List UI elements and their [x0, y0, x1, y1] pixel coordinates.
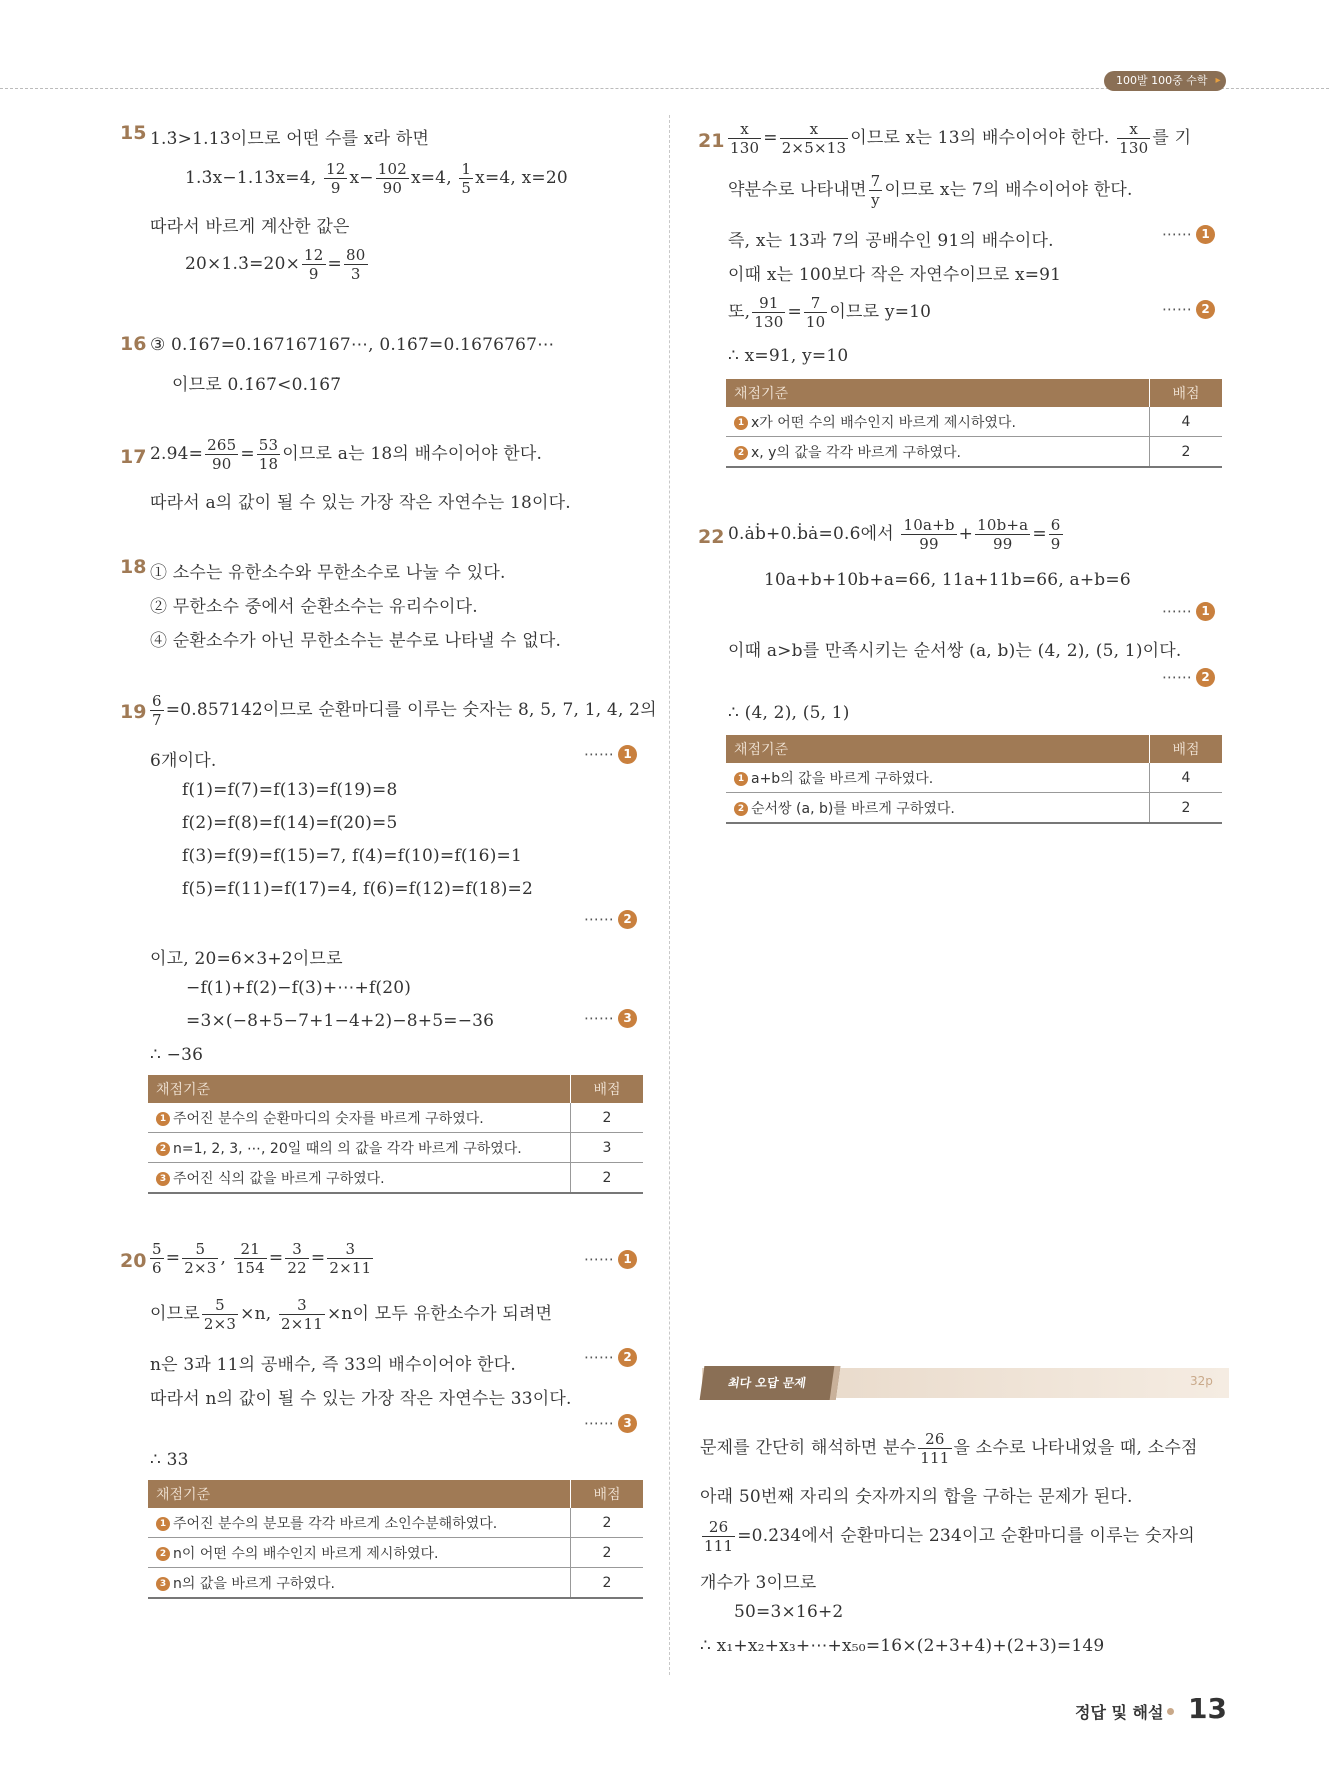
error-line-4: 개수가 3이므로	[700, 1573, 817, 1593]
page-number: 13	[1188, 1692, 1227, 1725]
scoring-table: 채점기준 배점 1 a+b의 값을 바르게 구하였다. 4 2 순서쌍 (a, b)를 바르게 구하였다. 2	[726, 735, 1222, 824]
fraction: $\frac{5}{6}$	[152, 1240, 162, 1277]
fraction: $\frac{5}{2\times 3}$	[184, 1240, 217, 1277]
step-marker: ⋯⋯ 1	[1162, 225, 1215, 244]
fraction: $\frac{1}{5}$	[461, 160, 472, 197]
fraction: $\frac{5}{2\times 3}$	[203, 1296, 237, 1333]
q16-line-1: ③ 0.1̇67̇=0.167167167⋯, 0.16̇7̇=0.1676767⋯	[150, 335, 555, 355]
table-row: 2 x, y의 값을 각각 바르게 구하였다. 2	[726, 437, 1222, 468]
fraction: $\frac{x}{130}$	[730, 120, 760, 157]
fraction: $\frac{26}{111}$	[704, 1518, 734, 1555]
step-marker: ⋯⋯ 2	[1162, 668, 1215, 687]
fraction: $\frac{6}{7}$	[152, 692, 162, 729]
error-line-5: 50=3×16+2	[734, 1602, 844, 1622]
fraction: $\frac{102}{90}$	[377, 160, 407, 197]
fraction: $\frac{6}{9}$	[1050, 516, 1061, 553]
question-number: 20	[120, 1250, 147, 1272]
question-number: 15	[120, 122, 147, 144]
error-page-ref: 32p	[1190, 1374, 1213, 1388]
q20-line-5: ∴ 33	[150, 1450, 189, 1470]
q20-line-1: $\frac{5}{6}$ = $\frac{5}{2\times 3}$ , $\frac{21}{154}$ = $\frac{3}{22}$ = $\frac{3}{2\times 11}$	[152, 1240, 372, 1277]
footer-label: 정답 및 해설	[1075, 1703, 1164, 1722]
error-line-3: $\frac{26}{111}$ =0.2̇34̇에서 순환마디는 234이고 순환마디를 이루는 숫자의	[704, 1518, 1195, 1555]
fraction: $\frac{12}{9}$	[325, 160, 346, 197]
fraction: $\frac{91}{130}$	[754, 294, 784, 331]
question-number: 16	[120, 333, 147, 355]
fraction: $\frac{7}{y}$	[870, 172, 881, 209]
fraction: $\frac{3}{2\times 11}$	[329, 1240, 372, 1277]
column-divider	[669, 115, 670, 1675]
table-row: 2 n이 어떤 수의 배수인지 바르게 제시하였다. 2	[148, 1538, 643, 1568]
q19-line-2: 6개이다.	[150, 751, 217, 771]
fraction: $\frac{265}{90}$	[207, 436, 237, 473]
step-marker: ⋯⋯ 1	[584, 745, 637, 764]
step-marker: ⋯⋯ 3	[584, 1414, 637, 1433]
fraction: $\frac{10b+a}{99}$	[977, 516, 1029, 553]
q19-line-9: =3×(−8+5−7+1−4+2)−8+5=−36	[186, 1011, 495, 1031]
q15-line-3: 따라서 바르게 계산한 값은	[150, 217, 350, 237]
q21-line-2: 약분수로 나타내면 $\frac{7}{y}$ 이므로 x는 7의 배수이어야 한다.	[728, 172, 1133, 209]
q19-line-3: f(1)=f(7)=f(13)=f(19)=8	[182, 780, 398, 800]
table-row: 3 n의 값을 바르게 구하였다. 2	[148, 1568, 643, 1599]
q19-line-10: ∴ −36	[150, 1045, 204, 1065]
q18-line-1: ① 소수는 유한소수와 무한소수로 나눌 수 있다.	[150, 563, 506, 583]
question-number: 18	[120, 556, 147, 578]
table-row: 3 주어진 식의 값을 바르게 구하였다. 2	[148, 1163, 643, 1194]
step-marker: ⋯⋯ 1	[1162, 602, 1215, 621]
q22-line-4: ∴ (4, 2), (5, 1)	[728, 703, 850, 723]
table-row: 1 x가 어떤 수의 배수인지 바르게 제시하였다. 4	[726, 407, 1222, 437]
q15-line-2: 1.3̇x−1.13̇x=4, $\frac{12}{9}$ x− $\frac{102}{90}$ x=4, $\frac{1}{5}$ x=4, x=20	[185, 160, 568, 197]
step-marker: ⋯⋯ 2	[584, 1348, 637, 1367]
step-marker: ⋯⋯ 1	[584, 1250, 637, 1269]
book-title-badge: 100발 100중 수학 ▸	[1104, 71, 1226, 91]
error-section-tab: 최다 오답 문제	[700, 1366, 841, 1400]
fraction: $\frac{3}{22}$	[287, 1240, 307, 1277]
q22-line-2: 10a+b+10b+a=66, 11a+11b=66, a+b=6	[764, 570, 1131, 590]
step-marker: ⋯⋯ 2	[584, 910, 637, 929]
q22-line-3: 이때 a>b를 만족시키는 순서쌍 (a, b)는 (4, 2), (5, 1)이다.	[728, 641, 1182, 661]
table-row: 2 n=1, 2, 3, ⋯, 20일 때의 의 값을 각각 바르게 구하였다. 3	[148, 1133, 643, 1163]
q22-line-1: 0.ȧḃ+0.ḃȧ=0.6̇에서 $\frac{10a+b}{99}$ + $\frac{10b+a}{99}$ = $\frac{6}{9}$	[728, 516, 1061, 553]
question-number: 17	[120, 446, 147, 468]
q19-line-5: f(3)=f(9)=f(15)=7, f(4)=f(10)=f(16)=1	[182, 846, 522, 866]
q21-line-6: ∴ x=91, y=10	[728, 346, 849, 366]
fraction: $\frac{26}{111}$	[920, 1430, 950, 1467]
fraction: $\frac{x}{130}$	[1119, 120, 1149, 157]
question-number: 22	[698, 526, 725, 548]
table-row: 2 순서쌍 (a, b)를 바르게 구하였다. 2	[726, 793, 1222, 824]
scoring-table: 채점기준 배점 1 주어진 분수의 순환마디의 숫자를 바르게 구하였다. 2 2 n=1, 2, 3, ⋯, 20일 때의 의 값을 각각 바르게 구하였다. 3 3 주어진 식의 값을 바르게 구하였다. 2	[148, 1075, 643, 1194]
question-number: 19	[120, 701, 147, 723]
scoring-table: 채점기준 배점 1 x가 어떤 수의 배수인지 바르게 제시하였다. 4 2 x, y의 값을 각각 바르게 구하였다. 2	[726, 379, 1222, 468]
q17-line-2: 따라서 a의 값이 될 수 있는 가장 작은 자연수는 18이다.	[150, 493, 571, 513]
fraction: $\frac{3}{2\times 11}$	[280, 1296, 323, 1333]
q20-line-4: 따라서 n의 값이 될 수 있는 가장 작은 자연수는 33이다.	[150, 1389, 572, 1409]
step-marker: ⋯⋯ 2	[1162, 300, 1215, 319]
q19-line-1: $\frac{6}{7}$ =0.8̇57142̇이므로 순환마디를 이루는 숫자는 8, 5, 7, 1, 4, 2의	[152, 692, 657, 729]
question-number: 21	[698, 130, 725, 152]
q21-line-3: 즉, x는 13과 7의 공배수인 91의 배수이다.	[728, 231, 1054, 251]
step-marker: ⋯⋯ 3	[584, 1009, 637, 1028]
fraction: $\frac{21}{154}$	[235, 1240, 265, 1277]
q20-line-3: n은 3과 11의 공배수, 즉 33의 배수이어야 한다.	[150, 1355, 516, 1375]
fraction: $\frac{10a+b}{99}$	[903, 516, 955, 553]
scoring-table: 채점기준 배점 1 주어진 분수의 분모를 각각 바르게 소인수분해하였다. 2 2 n이 어떤 수의 배수인지 바르게 제시하였다. 2 3 n의 값을 바르게 구하였다. 2	[148, 1480, 643, 1599]
table-row: 1 a+b의 값을 바르게 구하였다. 4	[726, 763, 1222, 793]
error-line-6: ∴ x₁+x₂+x₃+⋯+x₅₀=16×(2+3+4)+(2+3)=149	[700, 1636, 1105, 1656]
q19-line-6: f(5)=f(11)=f(17)=4, f(6)=f(12)=f(18)=2	[182, 879, 534, 899]
q16-line-2: 이므로 0.1̇67̇<0.16̇7̇	[172, 375, 342, 395]
fraction: $\frac{x}{2\times 5\times 13}$	[781, 120, 847, 157]
q18-line-2: ② 무한소수 중에서 순환소수는 유리수이다.	[150, 597, 478, 617]
q15-line-4: 20×1.3̇=20× $\frac{12}{9}$ = $\frac{80}{3}$	[185, 246, 366, 283]
q19-line-4: f(2)=f(8)=f(14)=f(20)=5	[182, 813, 398, 833]
error-line-1: 문제를 간단히 해석하면 분수 $\frac{26}{111}$ 을 소수로 나타내었을 때, 소수점	[700, 1430, 1198, 1467]
q19-line-7: 이고, 20=6×3+2이므로	[150, 949, 343, 969]
footer-dot	[1167, 1708, 1174, 1715]
table-row: 1 주어진 분수의 분모를 각각 바르게 소인수분해하였다. 2	[148, 1508, 643, 1538]
fraction: $\frac{12}{9}$	[304, 246, 324, 283]
q18-line-3: ④ 순환소수가 아닌 무한소수는 분수로 나타낼 수 없다.	[150, 631, 562, 651]
fraction: $\frac{80}{3}$	[346, 246, 366, 283]
q21-line-5: 또, $\frac{91}{130}$ = $\frac{7}{10}$ 이므로 y=10	[728, 294, 932, 331]
error-line-2: 아래 50번째 자리의 숫자까지의 합을 구하는 문제가 된다.	[700, 1487, 1133, 1507]
fraction: $\frac{7}{10}$	[805, 294, 826, 331]
q17-line-1: 2.94̇= $\frac{265}{90}$ = $\frac{53}{18}$ 이므로 a는 18의 배수이어야 한다.	[150, 436, 543, 473]
fraction: $\frac{53}{18}$	[258, 436, 279, 473]
q15-line-1: 1.3̇>1.13̇이므로 어떤 수를 x라 하면	[150, 129, 430, 149]
q21-line-4: 이때 x는 100보다 작은 자연수이므로 x=91	[728, 265, 1062, 285]
q21-line-1: $\frac{x}{130}$ = $\frac{x}{2\times 5\times 13}$ 이므로 x는 13의 배수이어야 한다. $\frac{x}{130}$ 를 기	[730, 120, 1192, 157]
q20-line-2: 이므로 $\frac{5}{2\times 3}$ ×n, $\frac{3}{2\times 11}$ ×n이 모두 유한소수가 되려면	[150, 1296, 553, 1333]
q19-line-8: −f(1)+f(2)−f(3)+⋯+f(20)	[186, 978, 412, 998]
table-row: 1 주어진 분수의 순환마디의 숫자를 바르게 구하였다. 2	[148, 1103, 643, 1133]
